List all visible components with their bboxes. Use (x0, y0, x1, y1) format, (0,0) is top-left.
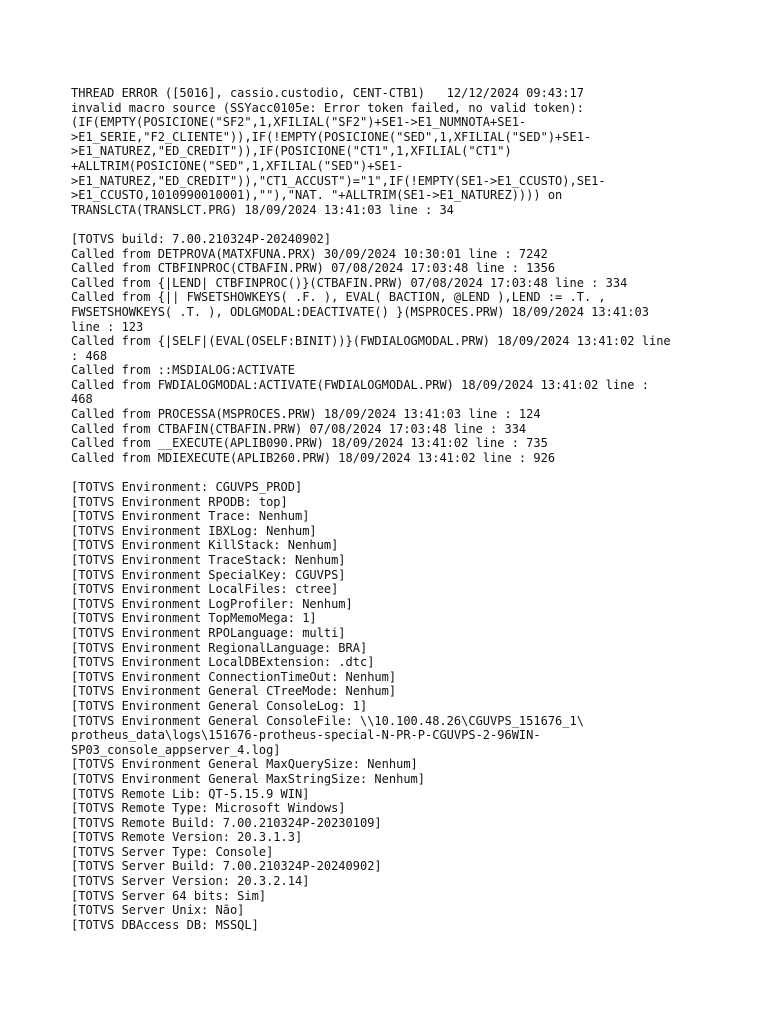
stack-line: Called from __EXECUTE(APLIB090.PRW) 18/09/2024 13:41:02 line : 735 (71, 436, 548, 451)
stack-line: 468 (71, 392, 93, 407)
env-line: [TOTVS Environment KillStack: Nenhum] (71, 538, 339, 553)
env-line: SP03_console_appserver_4.log] (71, 742, 281, 757)
env-line: [TOTVS Server 64 bits: Sim] (71, 888, 267, 903)
env-line: [TOTVS Environment LocalDBExtension: .dtc] (71, 655, 375, 670)
env-line: [TOTVS Environment General ConsoleFile: \\10.100.48.26\CGUVPS_151676_1\ (71, 713, 584, 728)
error-line: >E1_NATUREZ,"ED_CREDIT")),"CT1_ACCUST")="1",IF(!EMPTY(SE1->E1_CCUSTO),SE1- (71, 173, 606, 188)
env-line: [TOTVS Server Unix: Não] (71, 903, 245, 918)
error-line: +ALLTRIM(POSICIONE("SED",1,XFILIAL("SED")+SE1- (71, 158, 404, 173)
error-line: (IF(EMPTY(POSICIONE("SF2",1,XFILIAL("SF2")+SE1->E1_NUMNOTA+SE1- (71, 115, 527, 130)
env-line: [TOTVS Remote Type: Microsoft Windows] (71, 801, 346, 816)
stack-line: Called from PROCESSA(MSPROCES.PRW) 18/09/2024 13:41:03 line : 124 (71, 407, 541, 422)
env-line: [TOTVS Environment Trace: Nenhum] (71, 509, 310, 524)
stack-line: Called from FWDIALOGMODAL:ACTIVATE(FWDIALOGMODAL.PRW) 18/09/2024 13:41:02 line : (71, 377, 649, 392)
env-line: [TOTVS Environment General ConsoleLog: 1] (71, 698, 368, 713)
env-line: protheus_data\logs\151676-protheus-special-N-PR-P-CGUVPS-2-96WIN- (71, 728, 541, 743)
env-line: [TOTVS Environment General MaxStringSize: Nenhum] (71, 771, 426, 786)
stack-line: Called from MDIEXECUTE(APLIB260.PRW) 18/09/2024 13:41:02 line : 926 (71, 450, 556, 465)
stack-line: Called from {|| FWSETSHOWKEYS( .F. ), EVAL( BACTION, @LEND ),LEND := .T. , (71, 290, 606, 305)
env-line: [TOTVS Environment TraceStack: Nenhum] (71, 553, 346, 567)
env-line: [TOTVS Environment IBXLog: Nenhum] (71, 523, 317, 538)
env-line: [TOTVS Environment LocalFiles: ctree] (71, 582, 339, 597)
stack-line: : 468 (71, 348, 108, 363)
stack-line: Called from CTBAFIN(CTBAFIN.PRW) 07/08/2024 17:03:48 line : 334 (71, 421, 527, 436)
error-line: TRANSLCTA(TRANSLCT.PRG) 18/09/2024 13:41:03 line : 34 (71, 202, 454, 217)
stack-line: Called from {|SELF|(EVAL(OSELF:BINIT))}(FWDIALOGMODAL.PRW) 18/09/2024 13:41:02 line (71, 334, 671, 349)
error-line: >E1_SERIE,"F2_CLIENTE")),IF(!EMPTY(POSICIONE("SED",1,XFILIAL("SED")+SE1- (71, 129, 592, 144)
env-line: [TOTVS Environment ConnectionTimeOut: Nenhum] (71, 669, 397, 684)
error-line: >E1_NATUREZ,"ED_CREDIT")),IF(POSICIONE("CT1",1,XFILIAL("CT1") (71, 144, 512, 159)
env-line: [TOTVS Server Build: 7.00.210324P-20240902] (71, 859, 382, 874)
error-line: invalid macro source (SSYacc0105e: Error token failed, no valid token): (71, 100, 584, 115)
environment-block (71, 480, 711, 932)
env-line: [TOTVS Environment LogProfiler: Nenhum] (71, 596, 353, 611)
block-spacer (71, 217, 711, 232)
log-document (71, 86, 711, 932)
env-line: [TOTVS Environment RegionalLanguage: BRA] (71, 640, 368, 655)
env-line: [TOTVS DBAccess DB: MSSQL] (71, 917, 259, 932)
thread-error-block (71, 86, 711, 217)
block-spacer (71, 465, 711, 480)
env-line: [TOTVS Environment General MaxQuerySize: Nenhum] (71, 757, 418, 772)
stack-line: Called from ::MSDIALOG:ACTIVATE (71, 363, 295, 378)
call-stack-block (71, 232, 711, 466)
stack-line: Called from CTBFINPROC(CTBAFIN.PRW) 07/08/2024 17:03:48 line : 1356 (71, 261, 556, 276)
env-line: [TOTVS Environment TopMemoMega: 1] (71, 611, 317, 626)
env-line: [TOTVS Remote Lib: QT-5.15.9 WIN] (71, 786, 310, 801)
error-line: >E1_CCUSTO,1010990010001),""),"NAT. "+ALLTRIM(SE1->E1_NATUREZ)))) on (71, 188, 563, 203)
env-line: [TOTVS Environment General CTreeMode: Nenhum] (71, 684, 397, 699)
env-line: [TOTVS Environment RPODB: top] (71, 494, 288, 509)
env-line: [TOTVS Remote Version: 20.3.1.3] (71, 830, 303, 845)
env-line: [TOTVS Server Type: Console] (71, 844, 274, 859)
stack-line: Called from {|LEND| CTBFINPROC()}(CTBAFIN.PRW) 07/08/2024 17:03:48 line : 334 (71, 275, 628, 290)
env-line: [TOTVS Environment SpecialKey: CGUVPS] (71, 567, 346, 582)
env-line: [TOTVS Server Version: 20.3.2.14] (71, 874, 310, 889)
stack-line: [TOTVS build: 7.00.210324P-20240902] (71, 231, 332, 246)
stack-line: line : 123 (71, 319, 144, 334)
env-line: [TOTVS Environment RPOLanguage: multi] (71, 625, 346, 640)
stack-line: FWSETSHOWKEYS( .T. ), ODLGMODAL:DEACTIVATE() }(MSPROCES.PRW) 18/09/2024 13:41:03 (71, 304, 649, 319)
env-line: [TOTVS Remote Build: 7.00.210324P-20230109] (71, 815, 382, 830)
error-line: THREAD ERROR ([5016], cassio.custodio, CENT-CTB1) 12/12/2024 09:43:17 (71, 86, 584, 100)
stack-line: Called from DETPROVA(MATXFUNA.PRX) 30/09/2024 10:30:01 line : 7242 (71, 246, 548, 261)
env-line: [TOTVS Environment: CGUVPS_PROD] (71, 480, 303, 495)
